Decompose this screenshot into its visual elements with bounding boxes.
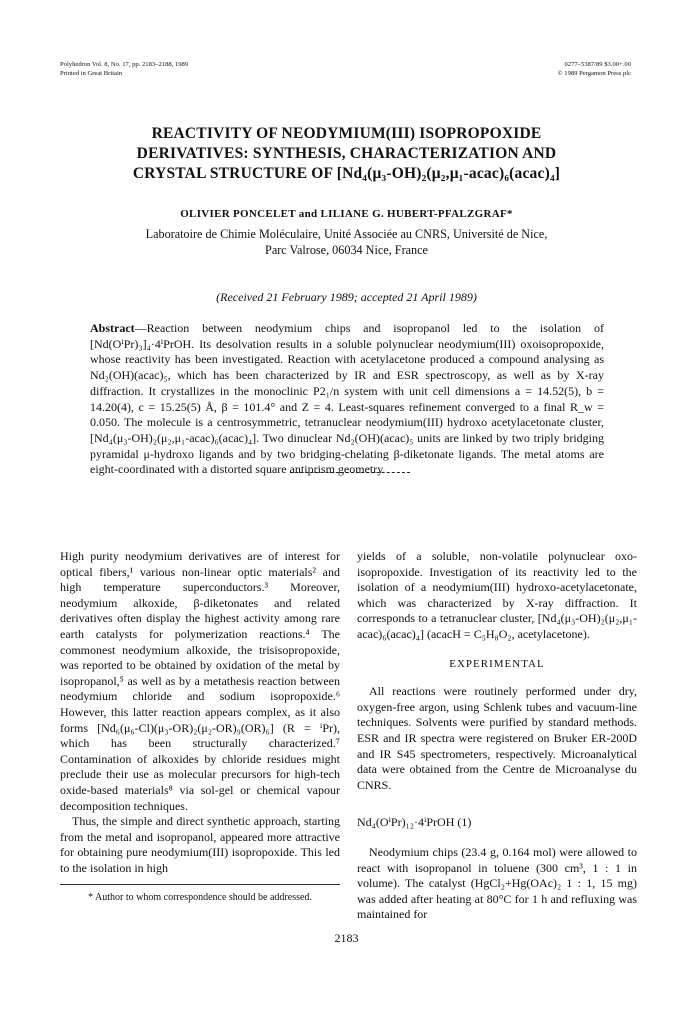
correspondence-footnote: * Author to whom correspondence should be addressed. xyxy=(88,892,312,903)
intro-paragraph-3: yields of a soluble, non-volatile polynuclear oxo-isopropoxide. Investigation of its reactivity led to the isolation of a neodymium(III) hydroxo-acetylacetonate, which was characterized by X-ray diffraction. It corresponds to a tetranuclear cluster, [Nd₄(μ₃-OH)₂(μ₂,μ₁-acac)₆(acac)₄] (acacH = C₅H₈O₂, acetylacetone). xyxy=(357,549,637,641)
abstract-divider xyxy=(290,472,410,473)
article-title xyxy=(60,124,633,184)
abstract-label: Abstract xyxy=(90,321,135,335)
title-line-3: CRYSTAL STRUCTURE OF [Nd₄(μ₃-OH)₂(μ₂,μ₁-acac)₆(acac)₄] xyxy=(132,165,561,182)
copyright-line: © 1989 Pergamon Press plc xyxy=(557,70,631,77)
abstract xyxy=(90,321,604,478)
intro-paragraph-2: Thus, the simple and direct synthetic approach, starting from the metal and isopropanol, appeared more attractive for obtaining pure neodymium(III) isopropoxide. This led to the isolation in high xyxy=(60,814,340,875)
section-heading-experimental: EXPERIMENTAL xyxy=(449,657,545,670)
experimental-paragraph-1: All reactions were routinely performed under dry, oxygen-free argon, using Schlenk tubes and vacuum-line techniques. Solvents were purified by standard methods. ESR and IR spectra were registered on Bruker ER-200D and IR S45 spectrometers, respectively. Microanalytical data were obtained from the Centre de Microanalyse du CNRS. xyxy=(357,684,637,792)
copyright-block xyxy=(558,60,631,78)
intro-paragraph-1: High purity neodymium derivatives are of interest for optical fibers,¹ various non-linear optic materials² and high temperature superconductors.³ Moreover, neodymium alkoxide, β-diketonates and related derivatives often display the highest activity among rare earth catalysts for polymerization reactions.⁴ The commonest neodymium alkoxide, the trisisopropoxide, was reported to be obtained by oxidation of the metal by isopropanol,⁵ as well as by a metathesis reaction between neodymium chloride and sodium isopropoxide.⁶ However, this latter reaction appears complex, as it also forms [Nd₆(μ₆-Cl)(μ₃-OR)₂(μ₂-OR)₉(OR)₆] (R = ⁱPr), which has been structurally characterized.⁷ Contamination of alkoxides by chloride residues might preclude their use as molecular precursors for high-tech oxide-based materials⁸ via sol-gel or chemical vapour decomposition techniques. xyxy=(60,549,340,813)
author-list: OLIVIER PONCELET and LILIANE G. HUBERT-PFALZGRAF* xyxy=(180,208,513,220)
printed-in-line: Printed in Great Britain xyxy=(60,70,123,77)
title-line-1: REACTIVITY OF NEODYMIUM(III) ISOPROPOXIDE xyxy=(151,125,542,142)
issn-line: 0277–5387/89 $3.00+.00 xyxy=(564,61,631,68)
abstract-text: —Reaction between neodymium chips and isopropanol led to the isolation of [Nd(OⁱPr)₃]₄·4ⁱPrOH. Its desolvation results in a soluble polynuclear neodymium(III) oxoisopropoxide, whose reactivity has been investigated. Reaction with acetylacetone produced a compound analysing as Nd₂(OH)(acac)₅, which has been characterized by IR and ESR spectroscopy, as well as by X-ray diffraction. It crystallizes in the monoclinic P2₁/n system with unit cell dimensions a = 14.52(5), b = 14.20(4), c = 15.25(5) Å, β = 101.4° and Z = 4. Least-squares refinement converged to a final R_w = 0.050. The molecule is a centrosymmetric, tetranuclear neodymium(III) hydroxo acetylacetonate cluster, [Nd₄(μ₃-OH)₂(μ₂,μ₁-acac)₆(acac)₄]. Two dinuclear Nd₂(OH)(acac)₅ units are linked by two triply bridging pyramidal μ-hydroxo ligands and by two bridging-chelating β-diketonate ligands. The metal atoms are eight-coordinated with a distorted square antiprism geometry. xyxy=(90,321,604,477)
journal-citation xyxy=(60,60,188,78)
affiliation-line-2: Parc Valrose, 06034 Nice, France xyxy=(265,243,428,257)
left-column xyxy=(60,549,340,876)
citation-line: Polyhedron Vol. 8, No. 17, pp. 2183–2188, 1989 xyxy=(60,61,189,68)
footnote-divider xyxy=(60,884,340,885)
right-column xyxy=(357,549,637,923)
affiliation-line-1: Laboratoire de Chimie Moléculaire, Unité Associée au CNRS, Université de Nice, xyxy=(145,227,548,241)
title-line-2: DERIVATIVES: SYNTHESIS, CHARACTERIZATION AND xyxy=(136,145,557,162)
compound-heading: Nd₄(OⁱPr)₁₂·4ⁱPrOH (1) xyxy=(357,815,472,830)
page-number: 2183 xyxy=(334,931,359,945)
affiliation xyxy=(60,226,633,258)
received-dates: (Received 21 February 1989; accepted 21 April 1989) xyxy=(216,290,477,304)
experimental-paragraph-2: Neodymium chips (23.4 g, 0.164 mol) were allowed to react with isopropanol in toluene (300 cm³, 1 : 1 in volume). The catalyst (HgCl₂+Hg(OAc)₂ 1 : 1, 15 mg) was added after heating at 80°C for 1 h and refluxing was maintained for xyxy=(357,844,637,922)
